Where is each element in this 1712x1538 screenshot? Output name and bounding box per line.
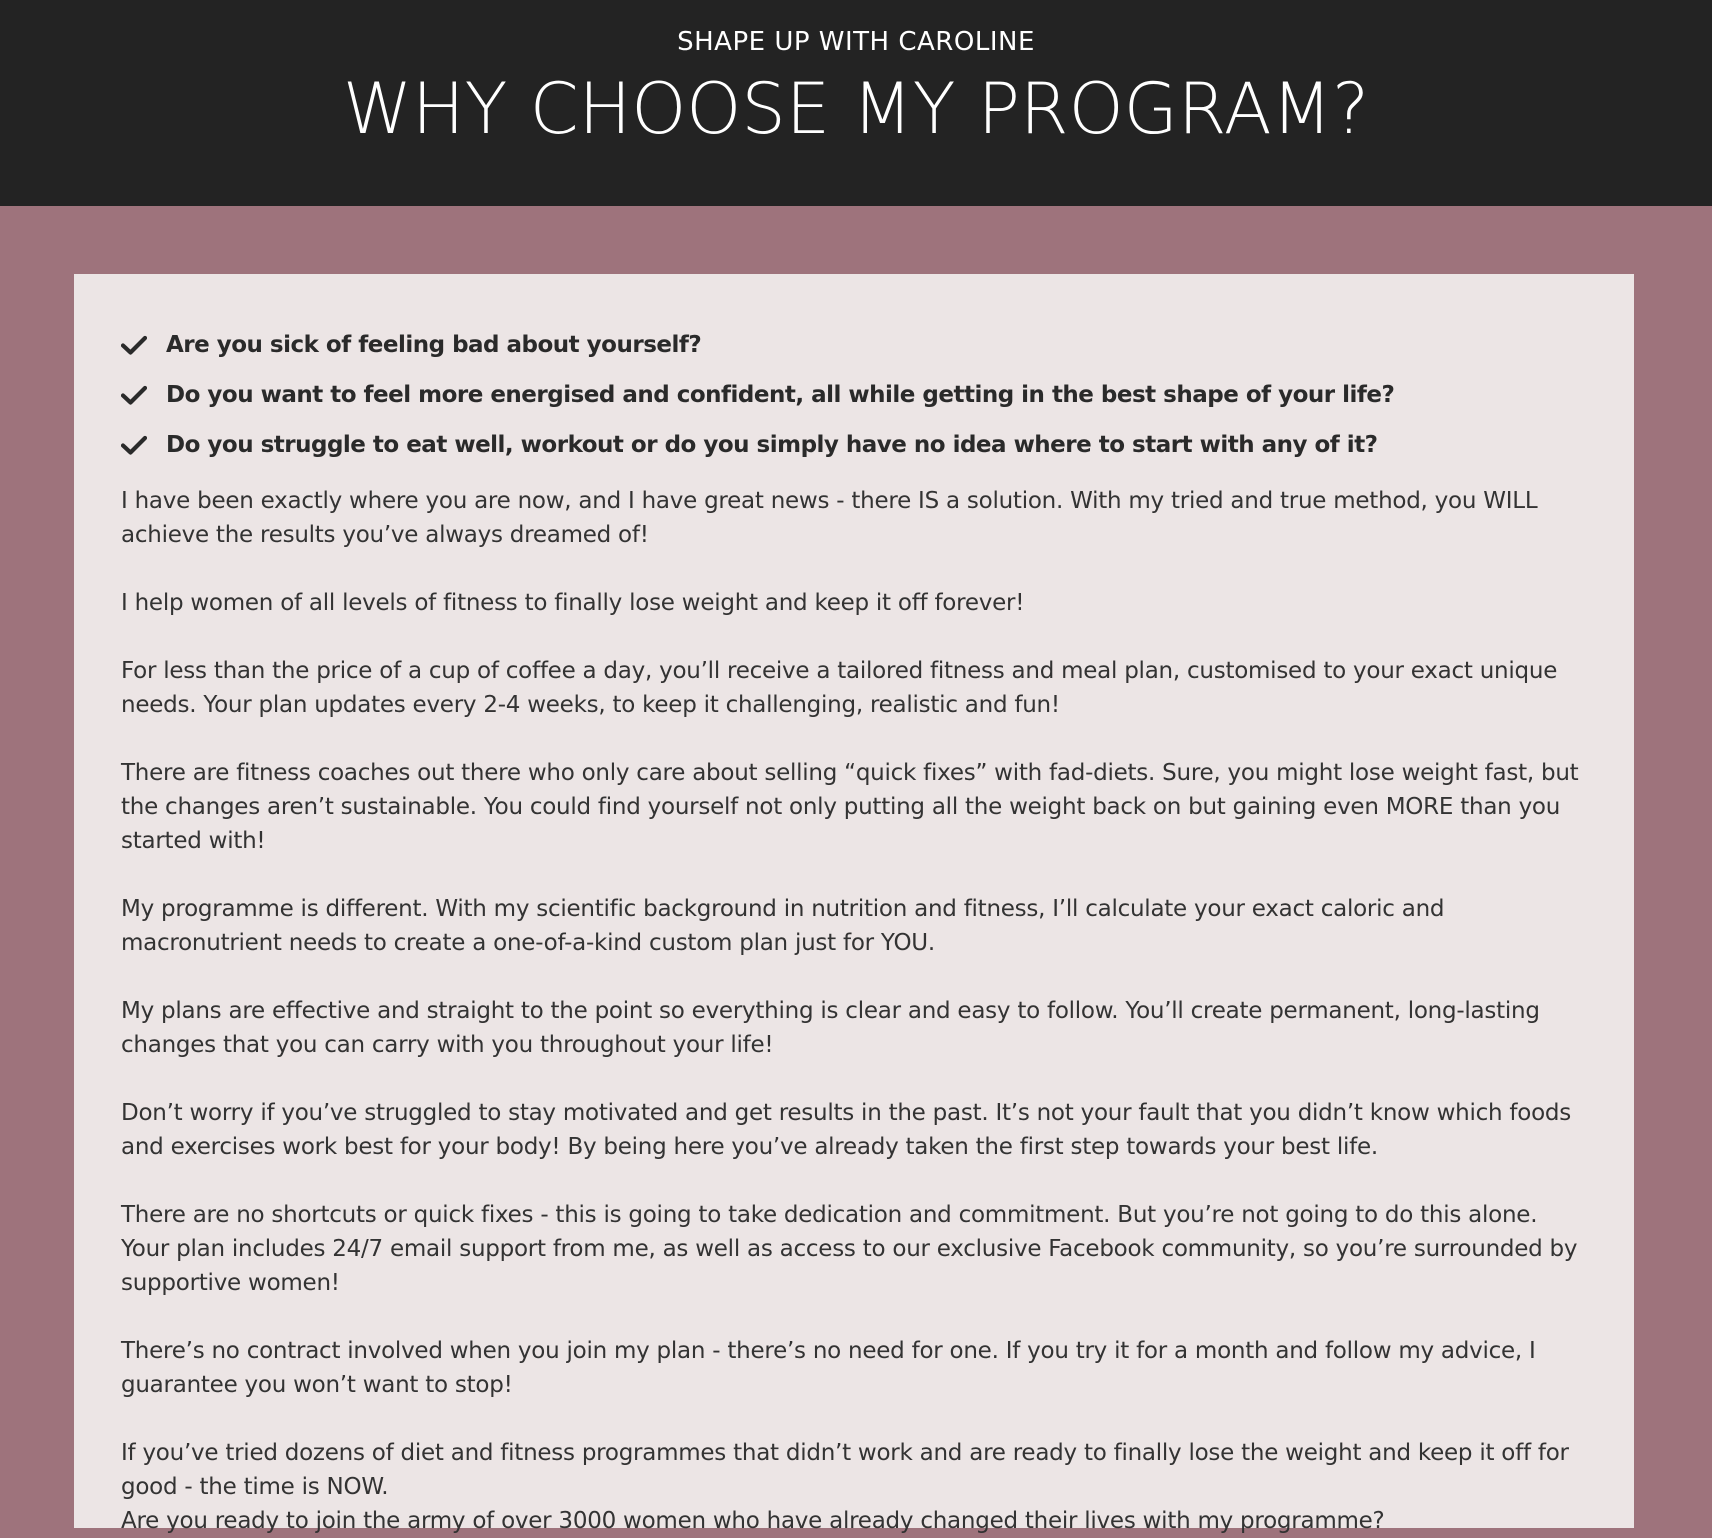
checklist-item — [121, 320, 1590, 370]
paragraph: My plans are effective and straight to the point so everything is clear and easy to follow. You’ll create permanent, long-lasting changes that you can carry with you throughout your life! — [121, 998, 1540, 1058]
checklist-item — [121, 370, 1590, 420]
paragraph: If you’ve tried dozens of diet and fitness programmes that didn’t work and are ready to finally lose the weight and keep it off for good - the time is NOW. — [121, 1440, 1569, 1500]
checkmark-icon — [121, 434, 147, 456]
paragraph: There are no shortcuts or quick fixes - this is going to take dedication and commitment. But you’re not going to do this alone. Your plan includes 24/7 email support from me, as well as access to our exclusive Facebook community, so you’re surrounded by supportive women! — [121, 1202, 1578, 1296]
page-header — [0, 0, 1712, 206]
checklist-item-text: Are you sick of feeling bad about yourself? — [166, 332, 702, 358]
paragraph: My programme is different. With my scientific background in nutrition and fitness, I’ll calculate your exact caloric and macronutrient needs to create a one-of-a-kind custom plan just for YOU. — [121, 896, 1445, 956]
brand-eyebrow: SHAPE UP WITH CAROLINE — [677, 27, 1035, 57]
paragraph: I help women of all levels of fitness to finally lose weight and keep it off forever! — [121, 590, 1025, 616]
checklist — [121, 320, 1590, 470]
checklist-item — [121, 420, 1590, 470]
closing-question: Are you ready to join the army of over 3000 women who have already changed their lives with my programme? — [121, 1508, 1385, 1534]
paragraph: I have been exactly where you are now, and I have great news - there IS a solution. With my tried and true method, you WILL achieve the results you’ve always dreamed of! — [121, 488, 1538, 548]
paragraph: There’s no contract involved when you join my plan - there’s no need for one. If you try it for a month and follow my advice, I guarantee you won’t want to stop! — [121, 1338, 1536, 1398]
body-copy — [121, 484, 1590, 1538]
paragraph: Don’t worry if you’ve struggled to stay motivated and get results in the past. It’s not your fault that you didn’t know which foods and exercises work best for your body! By being here you’ve already taken the first step towards your best life. — [121, 1100, 1571, 1160]
paragraph: There are fitness coaches out there who only care about selling “quick fixes” with fad-diets. Sure, you might lose weight fast, but the changes aren’t sustainable. You could find yourself not only putting all the weight back on but gaining even MORE than you started with! — [121, 760, 1579, 854]
checkmark-icon — [121, 384, 147, 406]
checklist-item-text: Do you struggle to eat well, workout or do you simply have no idea where to start with any of it? — [166, 432, 1378, 458]
paragraph: For less than the price of a cup of coffee a day, you’ll receive a tailored fitness and meal plan, customised to your exact unique needs. Your plan updates every 2-4 weeks, to keep it challenging, realistic and fun! — [121, 658, 1558, 718]
page-title: WHY CHOOSE MY PROGRAM? — [342, 68, 1370, 150]
checkmark-icon — [121, 334, 147, 356]
checklist-item-text: Do you want to feel more energised and confident, all while getting in the best shape of your life? — [166, 382, 1395, 408]
content-card — [74, 274, 1634, 1534]
